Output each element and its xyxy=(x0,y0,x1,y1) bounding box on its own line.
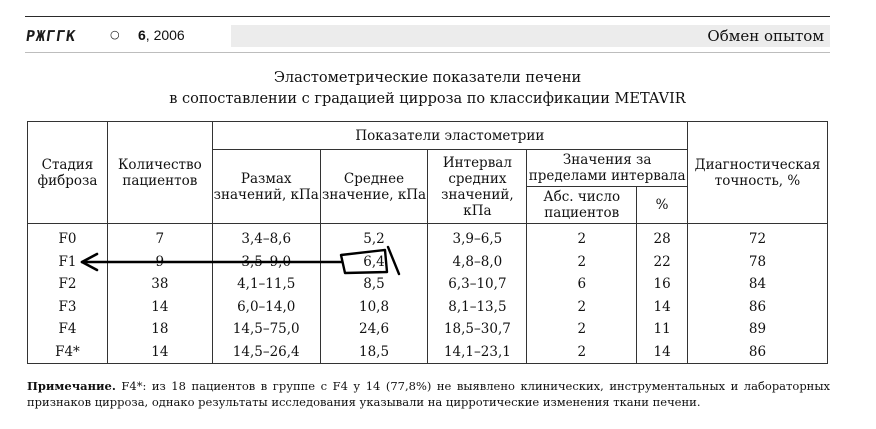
cell-range: 6,0–14,0 xyxy=(212,296,320,319)
header-outside: Значения за пределами интервала xyxy=(527,150,688,187)
cell-mean: 24,6 xyxy=(320,318,428,341)
cell-mean: 8,5 xyxy=(320,273,428,296)
issue-number: 6 xyxy=(138,27,146,43)
cell-stage: F2 xyxy=(28,273,108,296)
cell-accuracy: 84 xyxy=(688,273,828,296)
section-title: Обмен опытом xyxy=(707,27,824,45)
cell-mean: 18,5 xyxy=(320,341,428,364)
cell-range: 4,1–11,5 xyxy=(212,273,320,296)
cell-range: 3,5–9,0 xyxy=(212,251,320,274)
cell-patients: 14 xyxy=(107,296,212,319)
cell-interval: 6,3–10,7 xyxy=(428,273,527,296)
header-mean: Среднее значение, кПа xyxy=(320,150,428,224)
cell-range: 14,5–75,0 xyxy=(212,318,320,341)
cell-patients: 14 xyxy=(107,341,212,364)
header-accuracy: Диагностическая точность, % xyxy=(688,122,828,224)
cell-mean: 6,4 xyxy=(320,251,428,274)
header-stage: Стадия фиброза xyxy=(28,122,108,224)
title-line-1: Эластометрические показатели печени xyxy=(273,70,582,86)
table-row xyxy=(28,318,828,341)
cell-accuracy: 72 xyxy=(688,224,828,251)
cell-interval: 18,5–30,7 xyxy=(428,318,527,341)
cell-stage: F3 xyxy=(28,296,108,319)
cell-abs: 2 xyxy=(527,296,637,319)
journal-header xyxy=(25,25,830,49)
header-patients: Количество пациентов xyxy=(107,122,212,224)
cell-abs: 2 xyxy=(527,341,637,364)
header-elastometry: Показатели эластометрии xyxy=(212,122,687,150)
cell-pct: 11 xyxy=(637,318,688,341)
cell-range: 3,4–8,6 xyxy=(212,224,320,251)
cell-mean: 10,8 xyxy=(320,296,428,319)
top-rule xyxy=(25,16,830,17)
table-row xyxy=(28,296,828,319)
cell-pct: 14 xyxy=(637,341,688,364)
cell-patients: 9 xyxy=(107,251,212,274)
cell-interval: 3,9–6,5 xyxy=(428,224,527,251)
table-note xyxy=(27,378,830,410)
cell-interval: 4,8–8,0 xyxy=(428,251,527,274)
cell-patients: 7 xyxy=(107,224,212,251)
elastometry-table xyxy=(27,121,828,364)
cell-abs: 2 xyxy=(527,224,637,251)
cell-abs: 2 xyxy=(527,251,637,274)
cell-stage: F0 xyxy=(28,224,108,251)
cell-accuracy: 89 xyxy=(688,318,828,341)
journal-logo: РЖГГК xyxy=(24,27,78,45)
cell-stage: F1 xyxy=(28,251,108,274)
cell-accuracy: 86 xyxy=(688,296,828,319)
cell-abs: 2 xyxy=(527,318,637,341)
cell-pct: 22 xyxy=(637,251,688,274)
header-pct: % xyxy=(637,187,688,224)
header-abs: Абс. число пациентов xyxy=(527,187,637,224)
cell-pct: 28 xyxy=(637,224,688,251)
table-row xyxy=(28,224,828,251)
cell-patients: 38 xyxy=(107,273,212,296)
cell-range: 14,5–26,4 xyxy=(212,341,320,364)
header-interval: Интервал средних значений, кПа xyxy=(428,150,527,224)
cell-interval: 8,1–13,5 xyxy=(428,296,527,319)
section-bar xyxy=(231,25,830,47)
cell-mean: 5,2 xyxy=(320,224,428,251)
cell-abs: 6 xyxy=(527,273,637,296)
cell-pct: 16 xyxy=(637,273,688,296)
cell-patients: 18 xyxy=(107,318,212,341)
cell-interval: 14,1–23,1 xyxy=(428,341,527,364)
bullet-icon: ○ xyxy=(110,28,120,41)
cell-stage: F4 xyxy=(28,318,108,341)
table-title xyxy=(25,68,830,110)
issue-info xyxy=(138,27,185,43)
note-label: Примечание. xyxy=(27,379,116,393)
header-range: Размах значений, кПа xyxy=(212,150,320,224)
header-rule xyxy=(25,52,830,53)
cell-stage: F4* xyxy=(28,341,108,364)
title-line-2: в сопоставлении с градацией цирроза по классификации METAVIR xyxy=(169,91,686,107)
note-text: F4*: из 18 пациентов в группе с F4 у 14 (77,8%) не выявлено клинических, инструментальных и лабораторных признаков цирроза, однако результаты исследования указывали на цирротические изменения ткани печени. xyxy=(27,379,830,409)
cell-accuracy: 78 xyxy=(688,251,828,274)
table-row xyxy=(28,341,828,364)
table-row xyxy=(28,251,828,274)
issue-year: , 2006 xyxy=(145,27,185,43)
table-row xyxy=(28,273,828,296)
cell-pct: 14 xyxy=(637,296,688,319)
cell-accuracy: 86 xyxy=(688,341,828,364)
